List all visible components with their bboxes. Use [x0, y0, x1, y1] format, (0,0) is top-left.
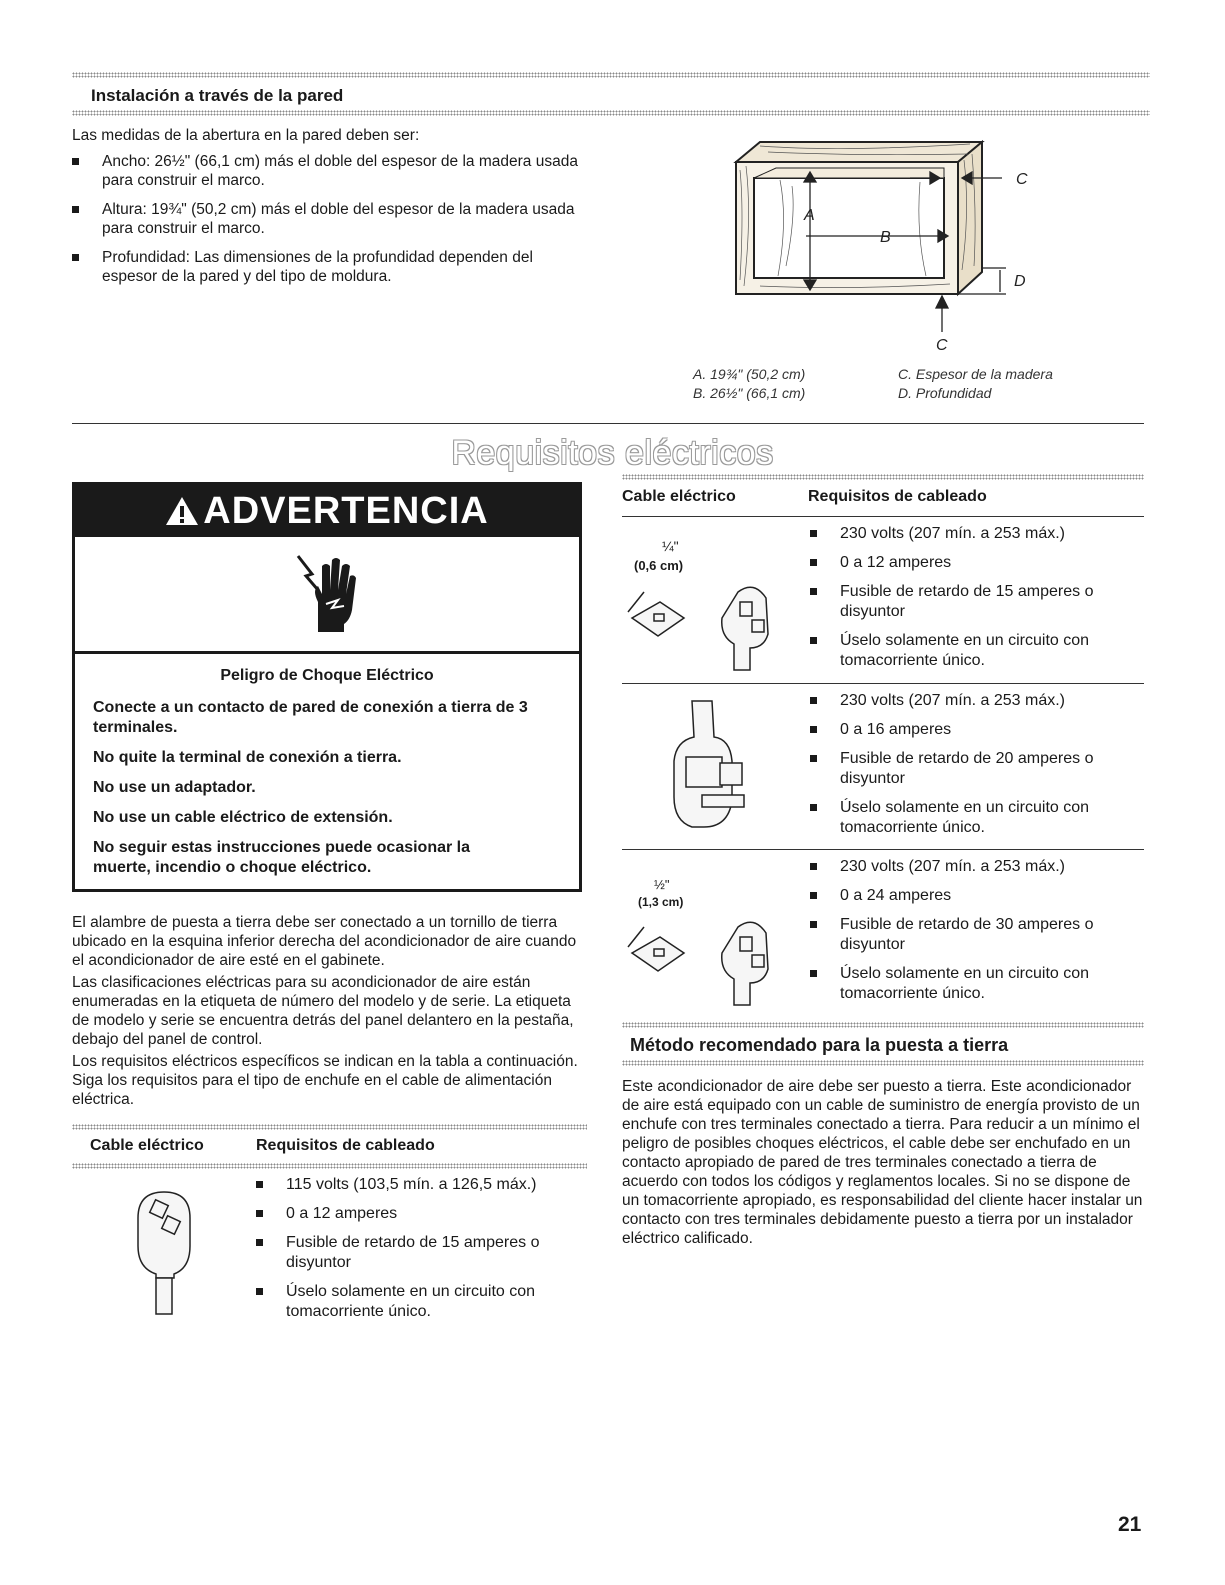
- grounding-heading-rule: [622, 1060, 1144, 1066]
- plug-size-cm: (1,3 cm): [638, 895, 684, 909]
- requirement-text: Úselo solamente en un circuito con tomacorriente único.: [840, 632, 1090, 669]
- electrical-paragraph-3: Los requisitos eléctricos específicos se indican en la tabla a continuación. Siga los requisitos para el tipo de enchufe en el cable de alimentación eléctrica.: [72, 1053, 578, 1108]
- grounding-top-rule: [622, 1022, 1144, 1028]
- list-item: [256, 1175, 576, 1195]
- bullet-square: [810, 892, 817, 899]
- table-row: [622, 518, 1144, 682]
- table-115-header-rule: [72, 1163, 587, 1169]
- caption-b: B. 26½" (66,1 cm): [693, 385, 806, 401]
- requirement-text: Fusible de retardo de 15 amperes o disyuntor: [286, 1234, 540, 1271]
- list-item: [810, 915, 1140, 955]
- requirement-text: 0 a 12 amperes: [286, 1205, 398, 1222]
- electric-shock-hand-icon: [292, 550, 362, 638]
- plug-size-fraction: ¼": [662, 538, 679, 554]
- caption-d: D. Profundidad: [898, 385, 992, 401]
- bullet-square: [810, 726, 817, 733]
- section-divider: [72, 423, 1144, 424]
- list-item: [256, 1282, 576, 1322]
- table-115-top-rule: [72, 1124, 587, 1130]
- list-item: [810, 886, 1140, 906]
- warning-line: Conecte a un contacto de pared de conexión a tierra de 3 terminales.: [93, 699, 528, 736]
- row-requirements: [810, 857, 1140, 1013]
- requirement-text: 0 a 12 amperes: [840, 554, 952, 571]
- bullet-text: Altura: 19¾" (50,2 cm) más el doble del espesor de la madera usada para construir el marco.: [102, 201, 575, 237]
- requirement-text: 0 a 24 amperes: [840, 887, 952, 904]
- bullet-square: [256, 1210, 263, 1217]
- warning-hazard: Peligro de Choque Eléctrico: [220, 667, 434, 684]
- list-item: [810, 798, 1140, 838]
- requirement-text: Fusible de retardo de 30 amperes o disyuntor: [840, 916, 1094, 953]
- bullet-square: [810, 530, 817, 537]
- install-heading: Instalación a través de la pared: [91, 86, 344, 105]
- bullet-square: [810, 863, 817, 870]
- table-230-top-rule: [622, 474, 1144, 480]
- table-115-header-requirements: Requisitos de cableado: [256, 1137, 435, 1154]
- bullet-square: [256, 1288, 263, 1295]
- warning-box: [72, 482, 582, 892]
- bullet-square: [810, 588, 817, 595]
- row-requirements: [810, 524, 1140, 680]
- bullet-square: [72, 254, 79, 261]
- list-item: [810, 720, 1140, 740]
- warning-header: [75, 485, 579, 537]
- install-intro: Las medidas de la abertura en la pared deben ser:: [72, 127, 420, 144]
- bullet-square: [256, 1239, 263, 1246]
- electrical-paragraph-2: Las clasificaciones eléctricas para su acondicionador de aire están enumeradas en la etiqueta de número del modelo y de serie. La etiqueta de modelo y serie se encuentra detrás del panel delantero en la pestaña, debajo del panel de control.: [72, 974, 574, 1048]
- grounding-heading: Método recomendado para la puesta a tierra: [630, 1035, 1009, 1055]
- table-row: [622, 851, 1144, 1015]
- warning-triangle-icon: [165, 496, 199, 526]
- warning-line: No quite la terminal de conexión a tierra.: [93, 749, 402, 766]
- bullet-square: [72, 158, 79, 165]
- table-230-header-cable: Cable eléctrico: [622, 488, 736, 505]
- bullet-square: [810, 559, 817, 566]
- row-divider: [622, 849, 1144, 850]
- diagram-label-b: B: [880, 229, 891, 246]
- list-item: [256, 1204, 576, 1224]
- row-divider: [622, 683, 1144, 684]
- plug-230v-large-icon: [662, 697, 772, 837]
- bullet-text: Ancho: 26½" (66,1 cm) más el doble del espesor de la madera usada para construir el marco.: [102, 153, 578, 189]
- warning-line: No seguir estas instrucciones puede ocasionar la muerte, incendio o choque eléctrico.: [93, 839, 471, 876]
- list-item: [72, 200, 592, 238]
- warning-line: No use un adaptador.: [93, 779, 256, 796]
- diagram-label-a: A: [804, 207, 815, 224]
- list-item: [810, 524, 1140, 544]
- list-item: [810, 691, 1140, 711]
- bullet-square: [810, 755, 817, 762]
- table-row: [622, 685, 1144, 847]
- table-230-header-line: [622, 516, 1144, 517]
- list-item: [810, 582, 1140, 622]
- bullet-square: [72, 206, 79, 213]
- requirement-text: 115 volts (103,5 mín. a 126,5 máx.): [286, 1176, 537, 1193]
- requirement-text: 230 volts (207 mín. a 253 máx.): [840, 525, 1065, 542]
- bullet-text: Profundidad: Las dimensiones de la profundidad dependen del espesor de la pared y del tipo de moldura.: [102, 249, 533, 285]
- bullet-square: [256, 1181, 263, 1188]
- electrical-section-title: Requisitos eléctricos: [451, 434, 774, 472]
- list-item: [810, 857, 1140, 877]
- requirement-text: Fusible de retardo de 15 amperes o disyuntor: [840, 583, 1094, 620]
- list-item: [810, 749, 1140, 789]
- requirement-text: 230 volts (207 mín. a 253 máx.): [840, 858, 1065, 875]
- caption-a: A. 19¾" (50,2 cm): [693, 366, 806, 382]
- diagram-label-c-top: C: [1016, 171, 1028, 188]
- warning-text-area: [75, 654, 579, 878]
- page-number: 21: [1118, 1513, 1142, 1536]
- electrical-paragraph-1: El alambre de puesta a tierra debe ser conectado a un tornillo de tierra ubicado en la esquina inferior derecha del acondicionador de aire cuando el acondicionador de aire esté en el gabinete.: [72, 914, 577, 969]
- bullet-square: [810, 637, 817, 644]
- wall-opening-diagram: [720, 136, 1050, 356]
- diagram-label-c-bottom: C: [936, 337, 948, 354]
- plug-230v-tandem-icon: [622, 574, 792, 674]
- requirement-text: Fusible de retardo de 20 amperes o disyuntor: [840, 750, 1094, 787]
- shock-icon-area: [75, 537, 579, 654]
- requirement-text: 230 volts (207 mín. a 253 máx.): [840, 692, 1065, 709]
- requirement-text: Úselo solamente en un circuito con tomacorriente único.: [840, 965, 1090, 1002]
- install-heading-rule: [72, 110, 1150, 116]
- bullet-square: [810, 921, 817, 928]
- plug-230v-tandem-icon: [622, 909, 792, 1009]
- warning-title: ADVERTENCIA: [203, 489, 489, 532]
- list-item: [72, 248, 592, 286]
- requirement-text: Úselo solamente en un circuito con tomacorriente único.: [286, 1283, 536, 1320]
- table-230-header-requirements: Requisitos de cableado: [808, 488, 987, 505]
- bullet-square: [810, 697, 817, 704]
- plug-size-fraction: ½": [654, 877, 670, 892]
- bullet-square: [810, 804, 817, 811]
- list-item: [256, 1233, 576, 1273]
- plug-size-cm: (0,6 cm): [634, 558, 684, 573]
- install-bullets: [72, 152, 592, 296]
- list-item: [810, 553, 1140, 573]
- requirement-text: 0 a 16 amperes: [840, 721, 952, 738]
- list-item: [72, 152, 592, 190]
- list-item: [810, 964, 1140, 1004]
- row-requirements: [810, 691, 1140, 847]
- table-115-requirements: [256, 1175, 576, 1331]
- requirement-text: Úselo solamente en un circuito con tomacorriente único.: [840, 799, 1090, 836]
- diagram-label-d: D: [1014, 273, 1026, 290]
- caption-c: C. Espesor de la madera: [898, 366, 1053, 382]
- grounding-paragraph: Este acondicionador de aire debe ser puesto a tierra. Este acondicionador de aire está equipado con un cable de suministro de energía provisto de un enchufe con tres terminales conectado a tierra. Para reducir a un mínimo el peligro de posibles choques eléctricos, el cable debe ser enchufado en un contacto apropiado de pared de tres terminales conectado a tierra de acuerdo con todos los códigos y reglamentos locales. Si no se dispone de un tomacorriente apropiado, es responsabilidad del cliente hacer instalar un contacto con tres terminales debidamente puesto a tierra por un instalador eléctrico calificado.: [622, 1078, 1143, 1247]
- plug-115v-icon: [128, 1188, 198, 1318]
- top-rule: [72, 72, 1150, 78]
- table-115-header-cable: Cable eléctrico: [90, 1137, 204, 1154]
- bullet-square: [810, 970, 817, 977]
- warning-line: No use un cable eléctrico de extensión.: [93, 809, 393, 826]
- list-item: [810, 631, 1140, 671]
